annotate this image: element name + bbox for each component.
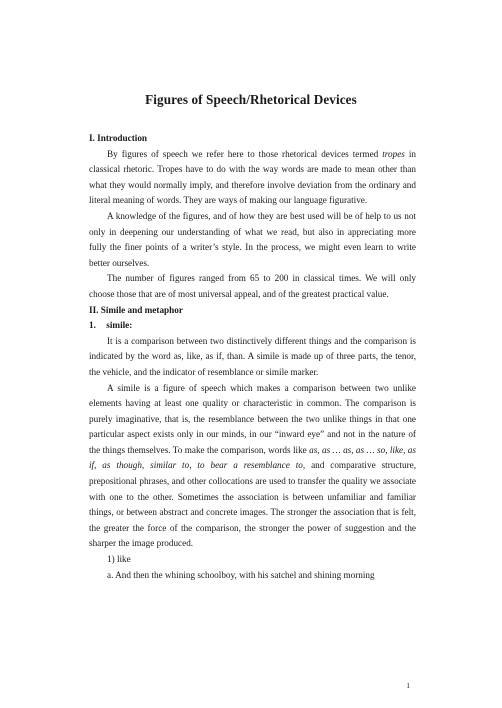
intro-paragraph-2: A knowledge of the figures, and of how they are best used will be of help to us not only in deepening our understanding of what we read, but also in appreciating more fully the finer points of a writer’s style. In the process, we might even learn to write better ourselves. <box>89 210 416 268</box>
intro-paragraph-1 <box>89 147 416 209</box>
document-body <box>89 131 416 583</box>
page-title: Figures of Speech/Rhetorical Devices <box>145 92 357 107</box>
subsection-number: 1. <box>89 320 96 331</box>
text-span: in classical rhetoric. Tropes have to do with the way words are made to mean other than what they would normally imply, and therefore involve deviation from the ordinary and literal meaning of words. They are ways of making our language figurative. <box>89 148 416 206</box>
simile-paragraph-1: It is a comparison between two distinctively different things and the comparison is indicated by the word as, like, as if, than. A simile is made up of three parts, the tenor, the vehicle, and the indicator of resemblance or simile marker. <box>89 335 416 377</box>
text-span: A simile is a figure of speech which makes a comparison between two unlike elements having at least one quality or characteristic in common. The comparison is purely imaginative, that is, the resemblance between the two unlike things in that one particular aspect exists only in our minds, in our “inward eye” and not in the nature of the things themselves. To make the comparison, words like <box>89 382 416 455</box>
example-a: a. And then the whining schoolboy, with his satchel and shining morning <box>107 569 375 580</box>
text-span: and comparative structure, prepositional phrases, and other collocations are used to transfer the quality we associate with one to the other. Sometimes the association is between unfamiliar and familiar things, or between abstract and concrete images. The stronger the association that is felt, the greater the force of the comparison, the stronger the power of suggestion and the sharper the image produced. <box>89 460 417 549</box>
simile-paragraph-2 <box>89 381 416 553</box>
italic-term: tropes <box>382 148 405 159</box>
list-item-like: 1) like <box>107 554 131 565</box>
intro-paragraph-3: The number of figures ranged from 65 to 200 in classical times. We will only choose those that are of most universal appeal, and of the greatest practical value. <box>89 273 416 299</box>
subsection-label: simile: <box>106 320 133 331</box>
text-span: By figures of speech we refer here to those rhetorical devices termed <box>107 148 383 159</box>
page-number: 1 <box>406 681 410 690</box>
section-heading-introduction: I. Introduction <box>89 133 148 143</box>
section-heading-simile-metaphor: II. Simile and metaphor <box>89 304 183 315</box>
italic-terms: as, as … as, as … so, like, as if, as though, similar to, to bear a resemblance to, <box>89 444 416 471</box>
subsection-heading-simile <box>89 318 416 334</box>
